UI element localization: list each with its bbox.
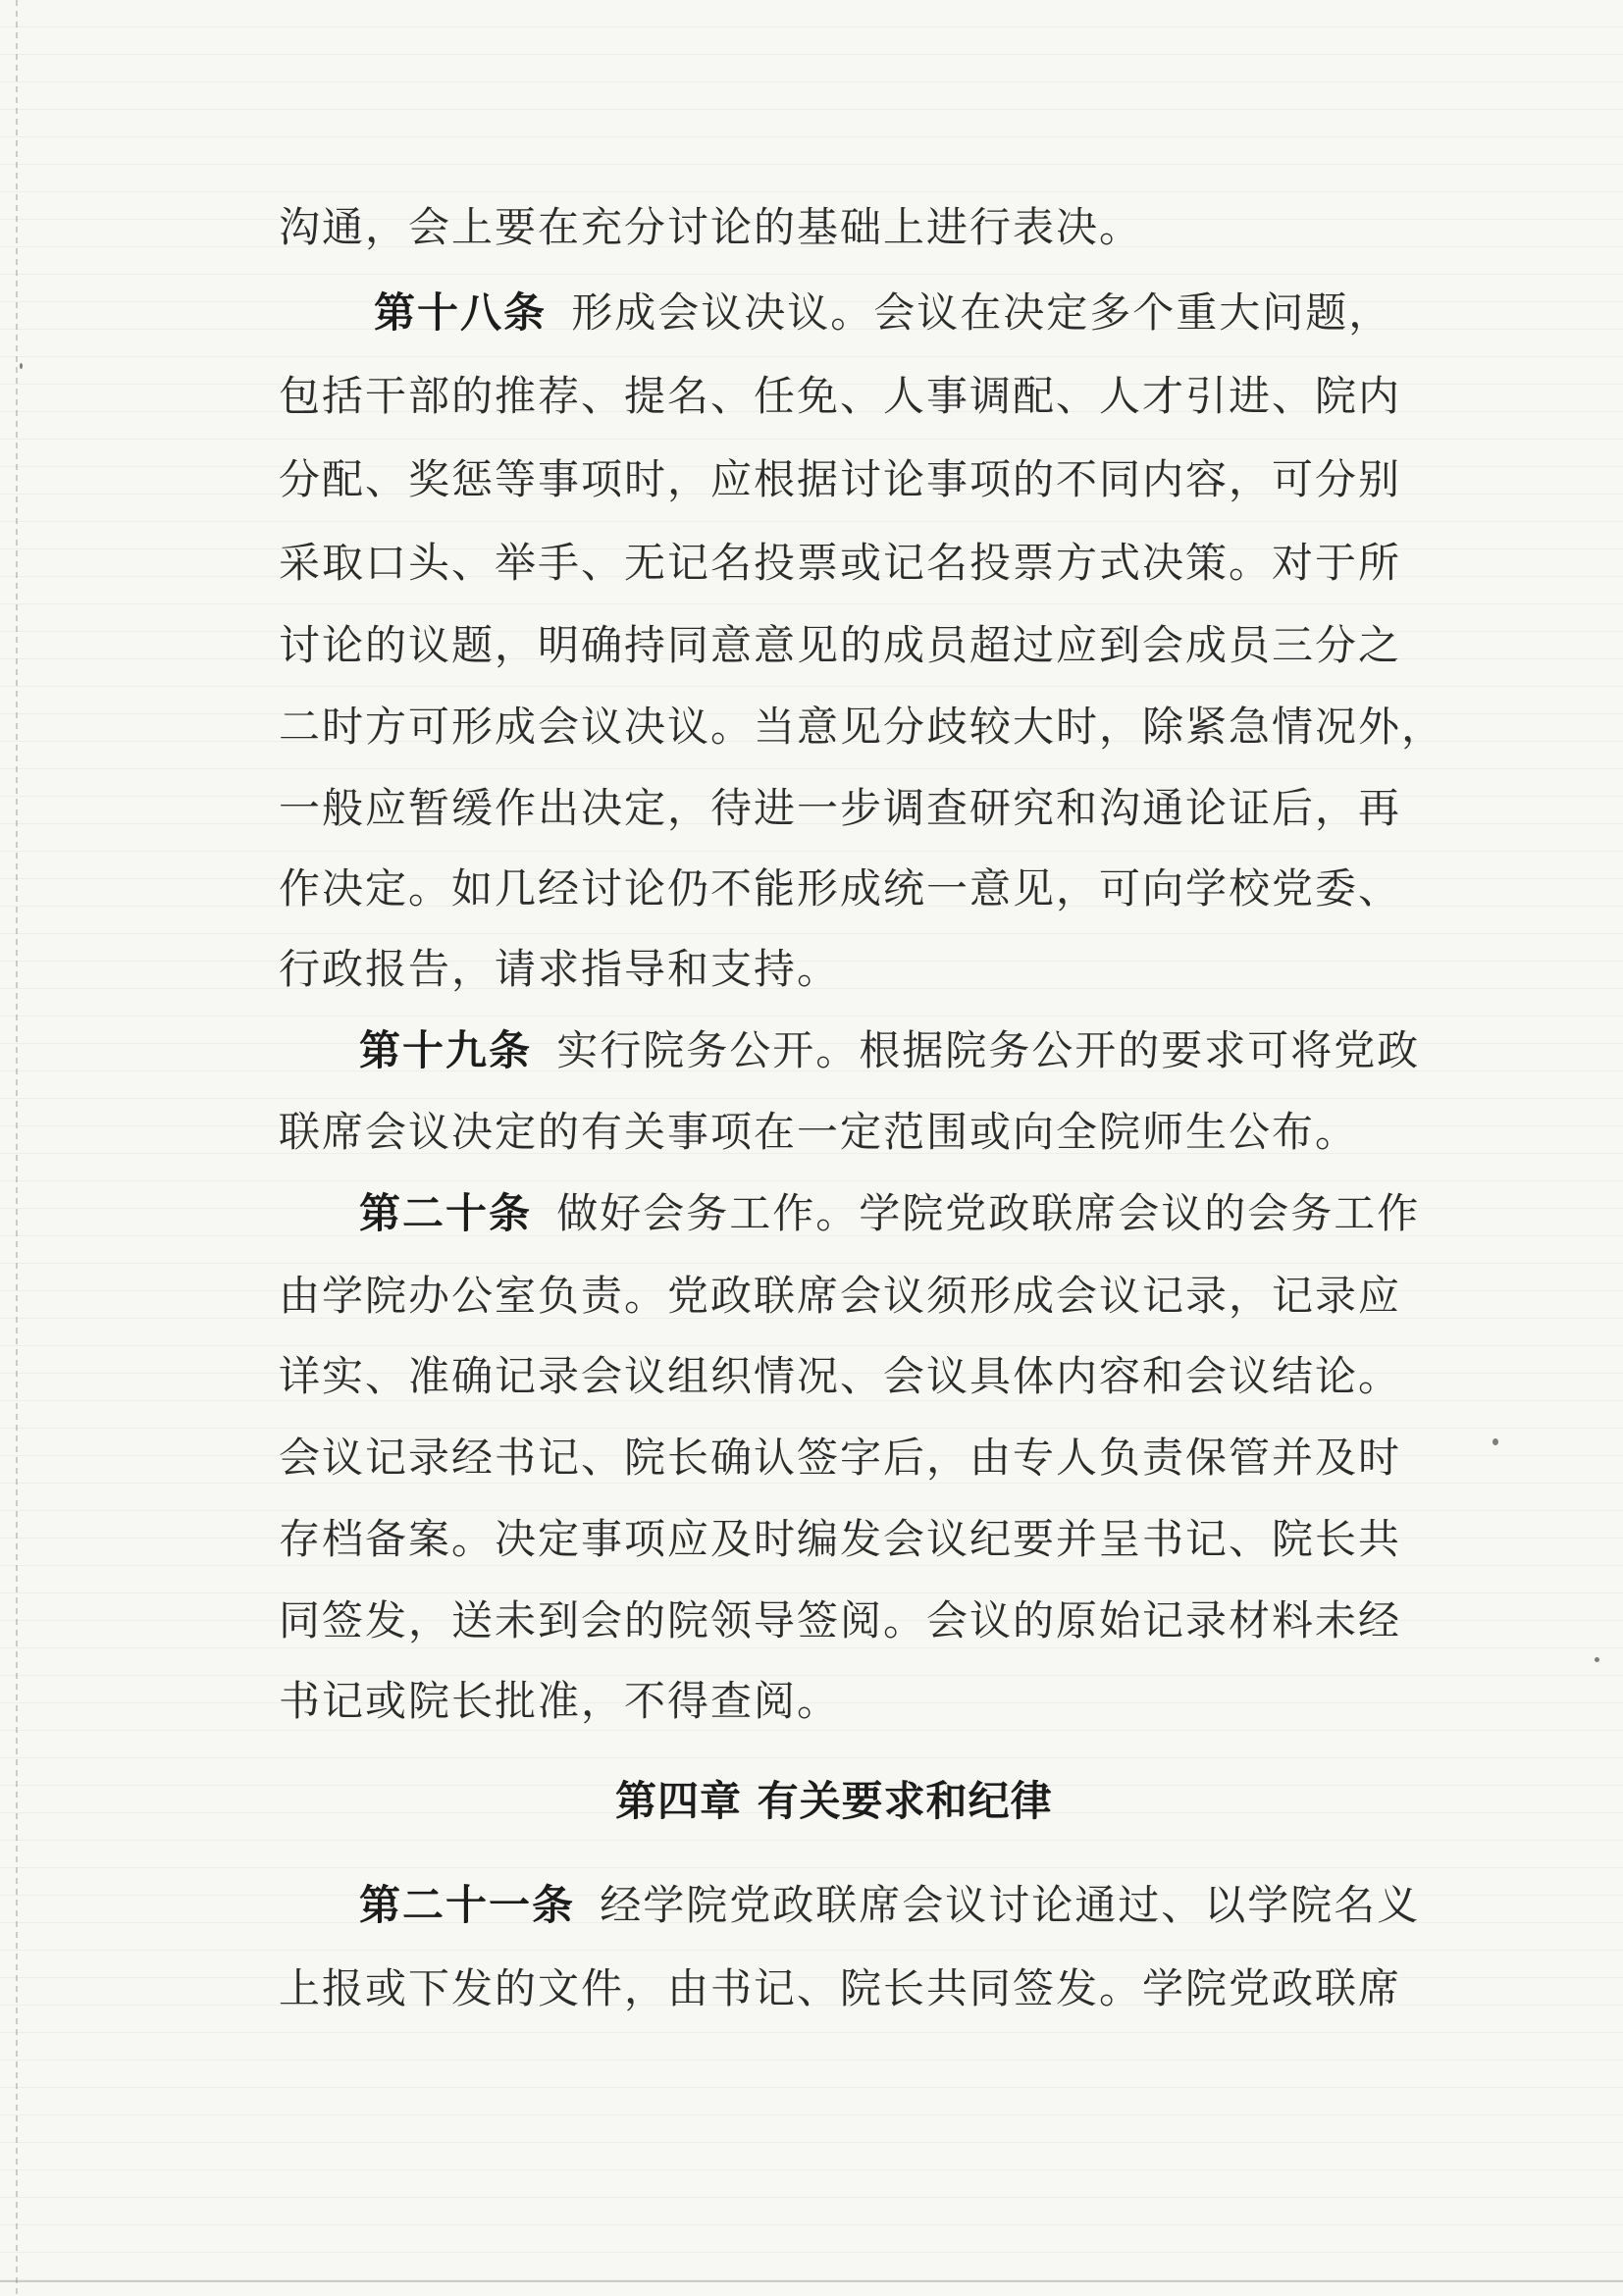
line-text: 由学院办公室负责。党政联席会议须形成会议记录，记录应	[279, 1272, 1402, 1320]
text-line	[279, 767, 1401, 849]
line-text: 讨论的议题，明确持同意意见的成员超过应到会成员三分之	[279, 621, 1402, 669]
text-line	[279, 1498, 1401, 1580]
article-label: 第二十一条	[359, 1881, 576, 1929]
text-line	[279, 928, 840, 1010]
text-line	[279, 1580, 1401, 1661]
article-19-line	[359, 1010, 1420, 1091]
scan-edge-left	[16, 0, 18, 2296]
line-text: 一般应暂缓作出决定，待进一步调查研究和沟通论证后，再	[279, 784, 1402, 832]
text-line	[279, 1091, 1358, 1173]
text-line	[279, 355, 1401, 437]
text-line	[279, 686, 1444, 767]
text-line	[279, 439, 1401, 520]
article-21-line	[359, 1864, 1420, 1946]
article-label: 第十八条	[374, 288, 548, 337]
line-text: 作决定。如几经讨论仍不能形成统一意见，可向学校党委、	[279, 864, 1402, 913]
line-text: 二时方可形成会议决议。当意见分歧较大时，除紧急情况外，	[279, 703, 1445, 751]
text-line	[279, 522, 1401, 603]
line-text: 上报或下发的文件，由书记、院长共同签发。学院党政联席	[279, 1964, 1402, 2012]
text-line	[279, 186, 1142, 268]
article-18-line	[374, 272, 1391, 353]
text-line	[279, 1948, 1401, 2029]
line-text: 分配、奖惩等事项时，应根据讨论事项的不同内容，可分别	[279, 455, 1402, 503]
text-line	[279, 848, 1401, 929]
line-text: 做好会务工作。学院党政联席会议的会务工作	[556, 1189, 1421, 1237]
line-text: 同签发，送未到会的院领导签阅。会议的原始记录材料未经	[279, 1596, 1402, 1644]
scan-speck	[20, 363, 23, 369]
text-line	[279, 1335, 1401, 1417]
chapter-heading: 第四章 有关要求和纪律	[615, 1777, 1053, 1825]
scan-speck	[1492, 1438, 1498, 1445]
line-text: 联席会议决定的有关事项在一定范围或向全院师生公布。	[279, 1108, 1359, 1156]
scan-speck	[1595, 1657, 1599, 1662]
text-line	[279, 1417, 1401, 1498]
line-text: 形成会议决议。会议在决定多个重大问题，	[571, 288, 1392, 337]
article-20-line	[359, 1173, 1420, 1254]
scan-edge-bottom	[0, 2280, 1623, 2282]
text-line	[279, 604, 1401, 686]
line-text: 会议记录经书记、院长确认签字后，由专人负责保管并及时	[279, 1434, 1402, 1482]
line-text: 沟通，会上要在充分讨论的基础上进行表决。	[279, 203, 1143, 251]
line-text: 采取口头、举手、无记名投票或记名投票方式决策。对于所	[279, 539, 1402, 587]
line-text: 存档备案。决定事项应及时编发会议纪要并呈书记、院长共	[279, 1515, 1402, 1563]
article-label: 第十九条	[359, 1026, 533, 1074]
line-text: 行政报告，请求指导和支持。	[279, 945, 841, 993]
line-text: 包括干部的推荐、提名、任免、人事调配、人才引进、院内	[279, 372, 1402, 420]
article-label: 第二十条	[359, 1189, 533, 1237]
line-text: 实行院务公开。根据院务公开的要求可将党政	[556, 1026, 1421, 1074]
line-text: 经学院党政联席会议讨论通过、以学院名义	[600, 1881, 1421, 1929]
text-line	[279, 1660, 840, 1742]
line-text: 书记或院长批准，不得查阅。	[279, 1677, 841, 1725]
text-line	[279, 1255, 1401, 1336]
line-text: 详实、准确记录会议组织情况、会议具体内容和会议结论。	[279, 1352, 1402, 1400]
